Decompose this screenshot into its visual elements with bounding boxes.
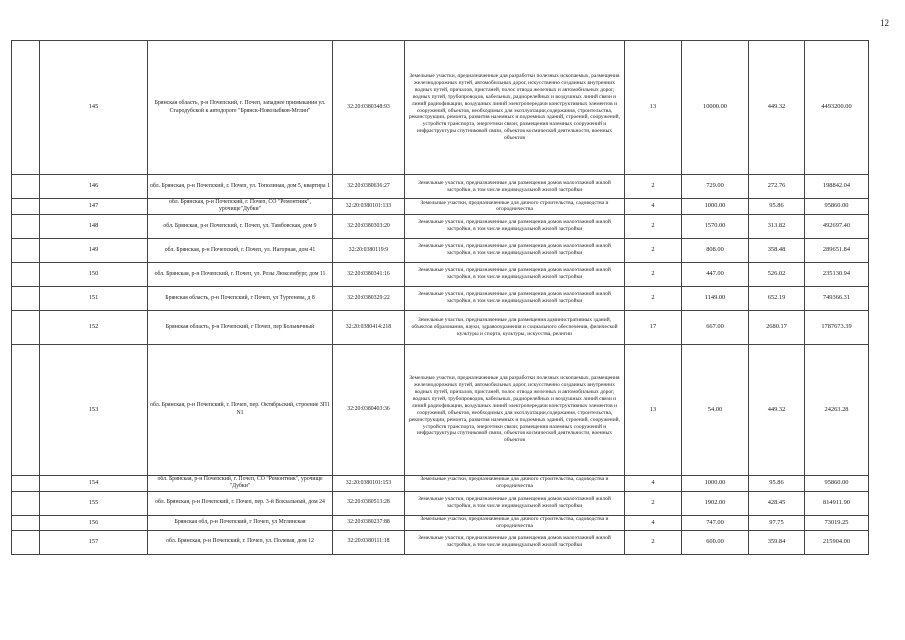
table-row bbox=[12, 286, 869, 310]
cadastral-number-cell: 32:20:0380329:22 bbox=[333, 286, 405, 310]
rate-cell: 449.32 bbox=[749, 344, 805, 475]
area-cell: 1000.00 bbox=[682, 475, 749, 491]
page-number: 12 bbox=[880, 18, 889, 28]
land-use-cell: Земельные участки, предназначенные для разработки полезных ископаемых, размещения железнодорожных путей, автомобильных дорог, искусственно созданных внутренних водных путей, причалов, пристаней, полос отвода железных и автомобильных дорог, водных путей, трубопроводов, кабельных, радиорелейных и воздушных линий связи и линий радиофикации, воздушных линий электропередачи конструктивных элементов и сооружений, объектов, необходимых для эксплуатации,содержания, строительства, реконструкции, ремонта, развития наземных и подземных зданий, строений, сооружений, устройств транспорта, энергетики связи; размещения наземных сооружений и инфраструктуры спутниковой связи, объектов космической деятельности, военных объектов bbox=[405, 344, 625, 475]
cadastral-value-cell: 492697.40 bbox=[805, 214, 869, 238]
group-cell: 13 bbox=[625, 41, 682, 175]
cadastral-number-cell: 32:20:0380119:9 bbox=[333, 238, 405, 262]
group-cell: 2 bbox=[625, 262, 682, 286]
row-spacer bbox=[12, 214, 40, 238]
group-cell: 4 bbox=[625, 475, 682, 491]
row-spacer bbox=[12, 175, 40, 199]
rate-cell: 97.75 bbox=[749, 515, 805, 530]
table-row bbox=[12, 530, 869, 554]
rate-cell: 449.32 bbox=[749, 41, 805, 175]
cadastral-value-cell: 198842.04 bbox=[805, 175, 869, 199]
group-cell: 4 bbox=[625, 199, 682, 215]
cadastral-value-cell: 215904.00 bbox=[805, 530, 869, 554]
rate-cell: 2680.17 bbox=[749, 310, 805, 344]
row-number: 148 bbox=[40, 214, 148, 238]
area-cell: 1000.00 bbox=[682, 199, 749, 215]
cadastral-number-cell: 32:20:0380341:16 bbox=[333, 262, 405, 286]
cadastral-number-cell: 32:20:0380237:88 bbox=[333, 515, 405, 530]
cadastral-number-cell: 32:20:0380513:28 bbox=[333, 491, 405, 515]
cadastral-value-cell: 4493200.00 bbox=[805, 41, 869, 175]
table-row bbox=[12, 175, 869, 199]
area-cell: 54.00 bbox=[682, 344, 749, 475]
cadastral-value-cell: 1787673.39 bbox=[805, 310, 869, 344]
group-cell: 2 bbox=[625, 238, 682, 262]
group-cell: 2 bbox=[625, 530, 682, 554]
cadastral-number-cell: 32:20:0380414:218 bbox=[333, 310, 405, 344]
table-row bbox=[12, 491, 869, 515]
area-cell: 1902.00 bbox=[682, 491, 749, 515]
rate-cell: 359.84 bbox=[749, 530, 805, 554]
group-cell: 13 bbox=[625, 344, 682, 475]
land-use-cell: Земельные участки, предназначенные для дачного строительства, садоводства и огородничества bbox=[405, 475, 625, 491]
address-cell: обл. Брянская, р-н Почепский, г. Почеп, пер. 3-й Вокзальный, дом 24 bbox=[148, 491, 333, 515]
table-row bbox=[12, 344, 869, 475]
land-use-cell: Земельные участки, предназначенные для дачного строительства, садоводства и огородничества bbox=[405, 515, 625, 530]
land-use-cell: Земельные участки, предназначенные для размещения административных зданий, объектов образования, науки, здравоохранения и социального обеспечения, физической культуры и спорта, культуры, искусства, религии bbox=[405, 310, 625, 344]
row-spacer bbox=[12, 475, 40, 491]
row-spacer bbox=[12, 262, 40, 286]
address-cell: обл. Брянская, р-н Почепский, г. Почеп, ул. Нагорная, дом 41 bbox=[148, 238, 333, 262]
address-cell: обл. Брянская, р-н Почепский, г. Почеп, СО "Ремонтник", урочище"Дубки" bbox=[148, 199, 333, 215]
rate-cell: 428.45 bbox=[749, 491, 805, 515]
row-spacer bbox=[12, 491, 40, 515]
area-cell: 600.00 bbox=[682, 530, 749, 554]
row-spacer bbox=[12, 238, 40, 262]
row-number: 146 bbox=[40, 175, 148, 199]
rate-cell: 272.76 bbox=[749, 175, 805, 199]
land-use-cell: Земельные участки, предназначенные для разработки полезных ископаемых, размещения железнодорожных путей, автомобильных дорог, искусственно созданных внутренних водных путей, причалов, пристаней, полос отвода железных и автомобильных дорог, водных путей, трубопроводов, кабельных, радиорелейных и воздушных линий связи и линий радиофикации, воздушных линий электропередачи конструктивных элементов и сооружений, объектов, необходимых для эксплуатации,содержания, строительства, реконструкции, ремонта, развития наземных и подземных зданий, строений, сооружений, устройств транспорта, энергетики связи; размещения наземных сооружений и инфраструктуры спутниковой связи, объектов космической деятельности, военных объектов bbox=[405, 41, 625, 175]
group-cell: 4 bbox=[625, 515, 682, 530]
table-row bbox=[12, 515, 869, 530]
cadastral-value-cell: 24263.28 bbox=[805, 344, 869, 475]
cadastral-value-cell: 814911.90 bbox=[805, 491, 869, 515]
land-use-cell: Земельные участки, предназначенные для размещения домов малоэтажной жилой застройки, в том числе индивидуальной жилой застройки bbox=[405, 175, 625, 199]
row-number: 152 bbox=[40, 310, 148, 344]
area-cell: 729.00 bbox=[682, 175, 749, 199]
area-cell: 667.00 bbox=[682, 310, 749, 344]
table-row bbox=[12, 214, 869, 238]
land-plots-table bbox=[11, 40, 869, 555]
land-use-cell: Земельные участки, предназначенные для размещения домов малоэтажной жилой застройки, в том числе индивидуальной жилой застройки bbox=[405, 491, 625, 515]
group-cell: 2 bbox=[625, 214, 682, 238]
land-use-cell: Земельные участки, предназначенные для размещения домов малоэтажной жилой застройки, в том числе индивидуальной жилой застройки bbox=[405, 530, 625, 554]
row-number: 156 bbox=[40, 515, 148, 530]
table-row bbox=[12, 310, 869, 344]
cadastral-value-cell: 749366.31 bbox=[805, 286, 869, 310]
cadastral-number-cell: 32:20:0380303:20 bbox=[333, 214, 405, 238]
area-cell: 747.00 bbox=[682, 515, 749, 530]
rate-cell: 358.48 bbox=[749, 238, 805, 262]
cadastral-value-cell: 95860.00 bbox=[805, 199, 869, 215]
table-row bbox=[12, 41, 869, 175]
cadastral-number-cell: 32:20:0380348:93 bbox=[333, 41, 405, 175]
address-cell: обл. Брянская, р-н Почепский, г. Почеп, ул. Полевая, дом 12 bbox=[148, 530, 333, 554]
rate-cell: 95.86 bbox=[749, 199, 805, 215]
cadastral-number-cell: 32:20:0380111:18 bbox=[333, 530, 405, 554]
row-number: 150 bbox=[40, 262, 148, 286]
row-number: 153 bbox=[40, 344, 148, 475]
rate-cell: 313.82 bbox=[749, 214, 805, 238]
address-cell: обл. Брянская, р-н Почепский, г. Почеп, ул. Тамбовская, дом 9 bbox=[148, 214, 333, 238]
cadastral-value-cell: 289651.84 bbox=[805, 238, 869, 262]
land-use-cell: Земельные участки, предназначенные для размещения домов малоэтажной жилой застройки, в том числе индивидуальной жилой застройки bbox=[405, 262, 625, 286]
row-number: 149 bbox=[40, 238, 148, 262]
group-cell: 2 bbox=[625, 175, 682, 199]
table-row bbox=[12, 262, 869, 286]
row-spacer bbox=[12, 530, 40, 554]
table-row bbox=[12, 199, 869, 215]
cadastral-number-cell: 32:20:0380403:36 bbox=[333, 344, 405, 475]
cadastral-number-cell: 32:20:0380101:153 bbox=[333, 475, 405, 491]
address-cell: Брянская область, р-н Почепский, г. Почеп, западнее примыкания ул. Стародубской к автодороге "Брянск-Новозыбков-Мглин" bbox=[148, 41, 333, 175]
row-spacer bbox=[12, 199, 40, 215]
row-number: 147 bbox=[40, 199, 148, 215]
row-number: 155 bbox=[40, 491, 148, 515]
area-cell: 1570.00 bbox=[682, 214, 749, 238]
cadastral-value-cell: 95860.00 bbox=[805, 475, 869, 491]
land-use-cell: Земельные участки, предназначенные для размещения домов малоэтажной жилой застройки, в том числе индивидуальной жилой застройки bbox=[405, 214, 625, 238]
address-cell: Брянская область, р-н Почепский, г Почеп, ул Тургенева, д 8 bbox=[148, 286, 333, 310]
land-use-cell: Земельные участки, предназначенные для размещения домов малоэтажной жилой застройки, в том числе индивидуальной жилой застройки bbox=[405, 238, 625, 262]
cadastral-value-cell: 235130.94 bbox=[805, 262, 869, 286]
row-number: 151 bbox=[40, 286, 148, 310]
row-number: 154 bbox=[40, 475, 148, 491]
cadastral-value-cell: 73019.25 bbox=[805, 515, 869, 530]
address-cell: обл. Брянская, р-н Почепский, г. Почеп, СО "Ремонтник", урочище "Дубки" bbox=[148, 475, 333, 491]
area-cell: 447.00 bbox=[682, 262, 749, 286]
table-row bbox=[12, 475, 869, 491]
group-cell: 17 bbox=[625, 310, 682, 344]
cadastral-number-cell: 32:20:0380636:27 bbox=[333, 175, 405, 199]
row-number: 145 bbox=[40, 41, 148, 175]
land-use-cell: Земельные участки, предназначенные для размещения домов малоэтажной жилой застройки, в том числе индивидуальной жилой застройки bbox=[405, 286, 625, 310]
address-cell: обл. Брянская, р-н Почепский, г. Почеп, ул. Тополиная, дом 5, квартира 1 bbox=[148, 175, 333, 199]
row-spacer bbox=[12, 344, 40, 475]
row-spacer bbox=[12, 515, 40, 530]
area-cell: 808.00 bbox=[682, 238, 749, 262]
cadastral-number-cell: 32:20:0380101:133 bbox=[333, 199, 405, 215]
address-cell: обл. Брянская, р-н Почепский, г. Почеп, пер. Октябрьский, строение 3П1 N1 bbox=[148, 344, 333, 475]
row-number: 157 bbox=[40, 530, 148, 554]
address-cell: Брянская область, р-н Почепский, г Почеп, пер Больничный bbox=[148, 310, 333, 344]
table-row bbox=[12, 238, 869, 262]
rate-cell: 526.02 bbox=[749, 262, 805, 286]
group-cell: 2 bbox=[625, 286, 682, 310]
area-cell: 1149.00 bbox=[682, 286, 749, 310]
group-cell: 2 bbox=[625, 491, 682, 515]
address-cell: Брянская обл, р-н Почепский, г Почеп, ул Мглинская bbox=[148, 515, 333, 530]
row-spacer bbox=[12, 310, 40, 344]
area-cell: 10000.00 bbox=[682, 41, 749, 175]
row-spacer bbox=[12, 286, 40, 310]
rate-cell: 652.19 bbox=[749, 286, 805, 310]
rate-cell: 95.86 bbox=[749, 475, 805, 491]
address-cell: обл. Брянская, р-н Почепский, г. Почеп, ул. Розы Люксембург, дом 11 bbox=[148, 262, 333, 286]
row-spacer bbox=[12, 41, 40, 175]
land-use-cell: Земельные участки, предназначенные для дачного строительства, садоводства и огородничества bbox=[405, 199, 625, 215]
